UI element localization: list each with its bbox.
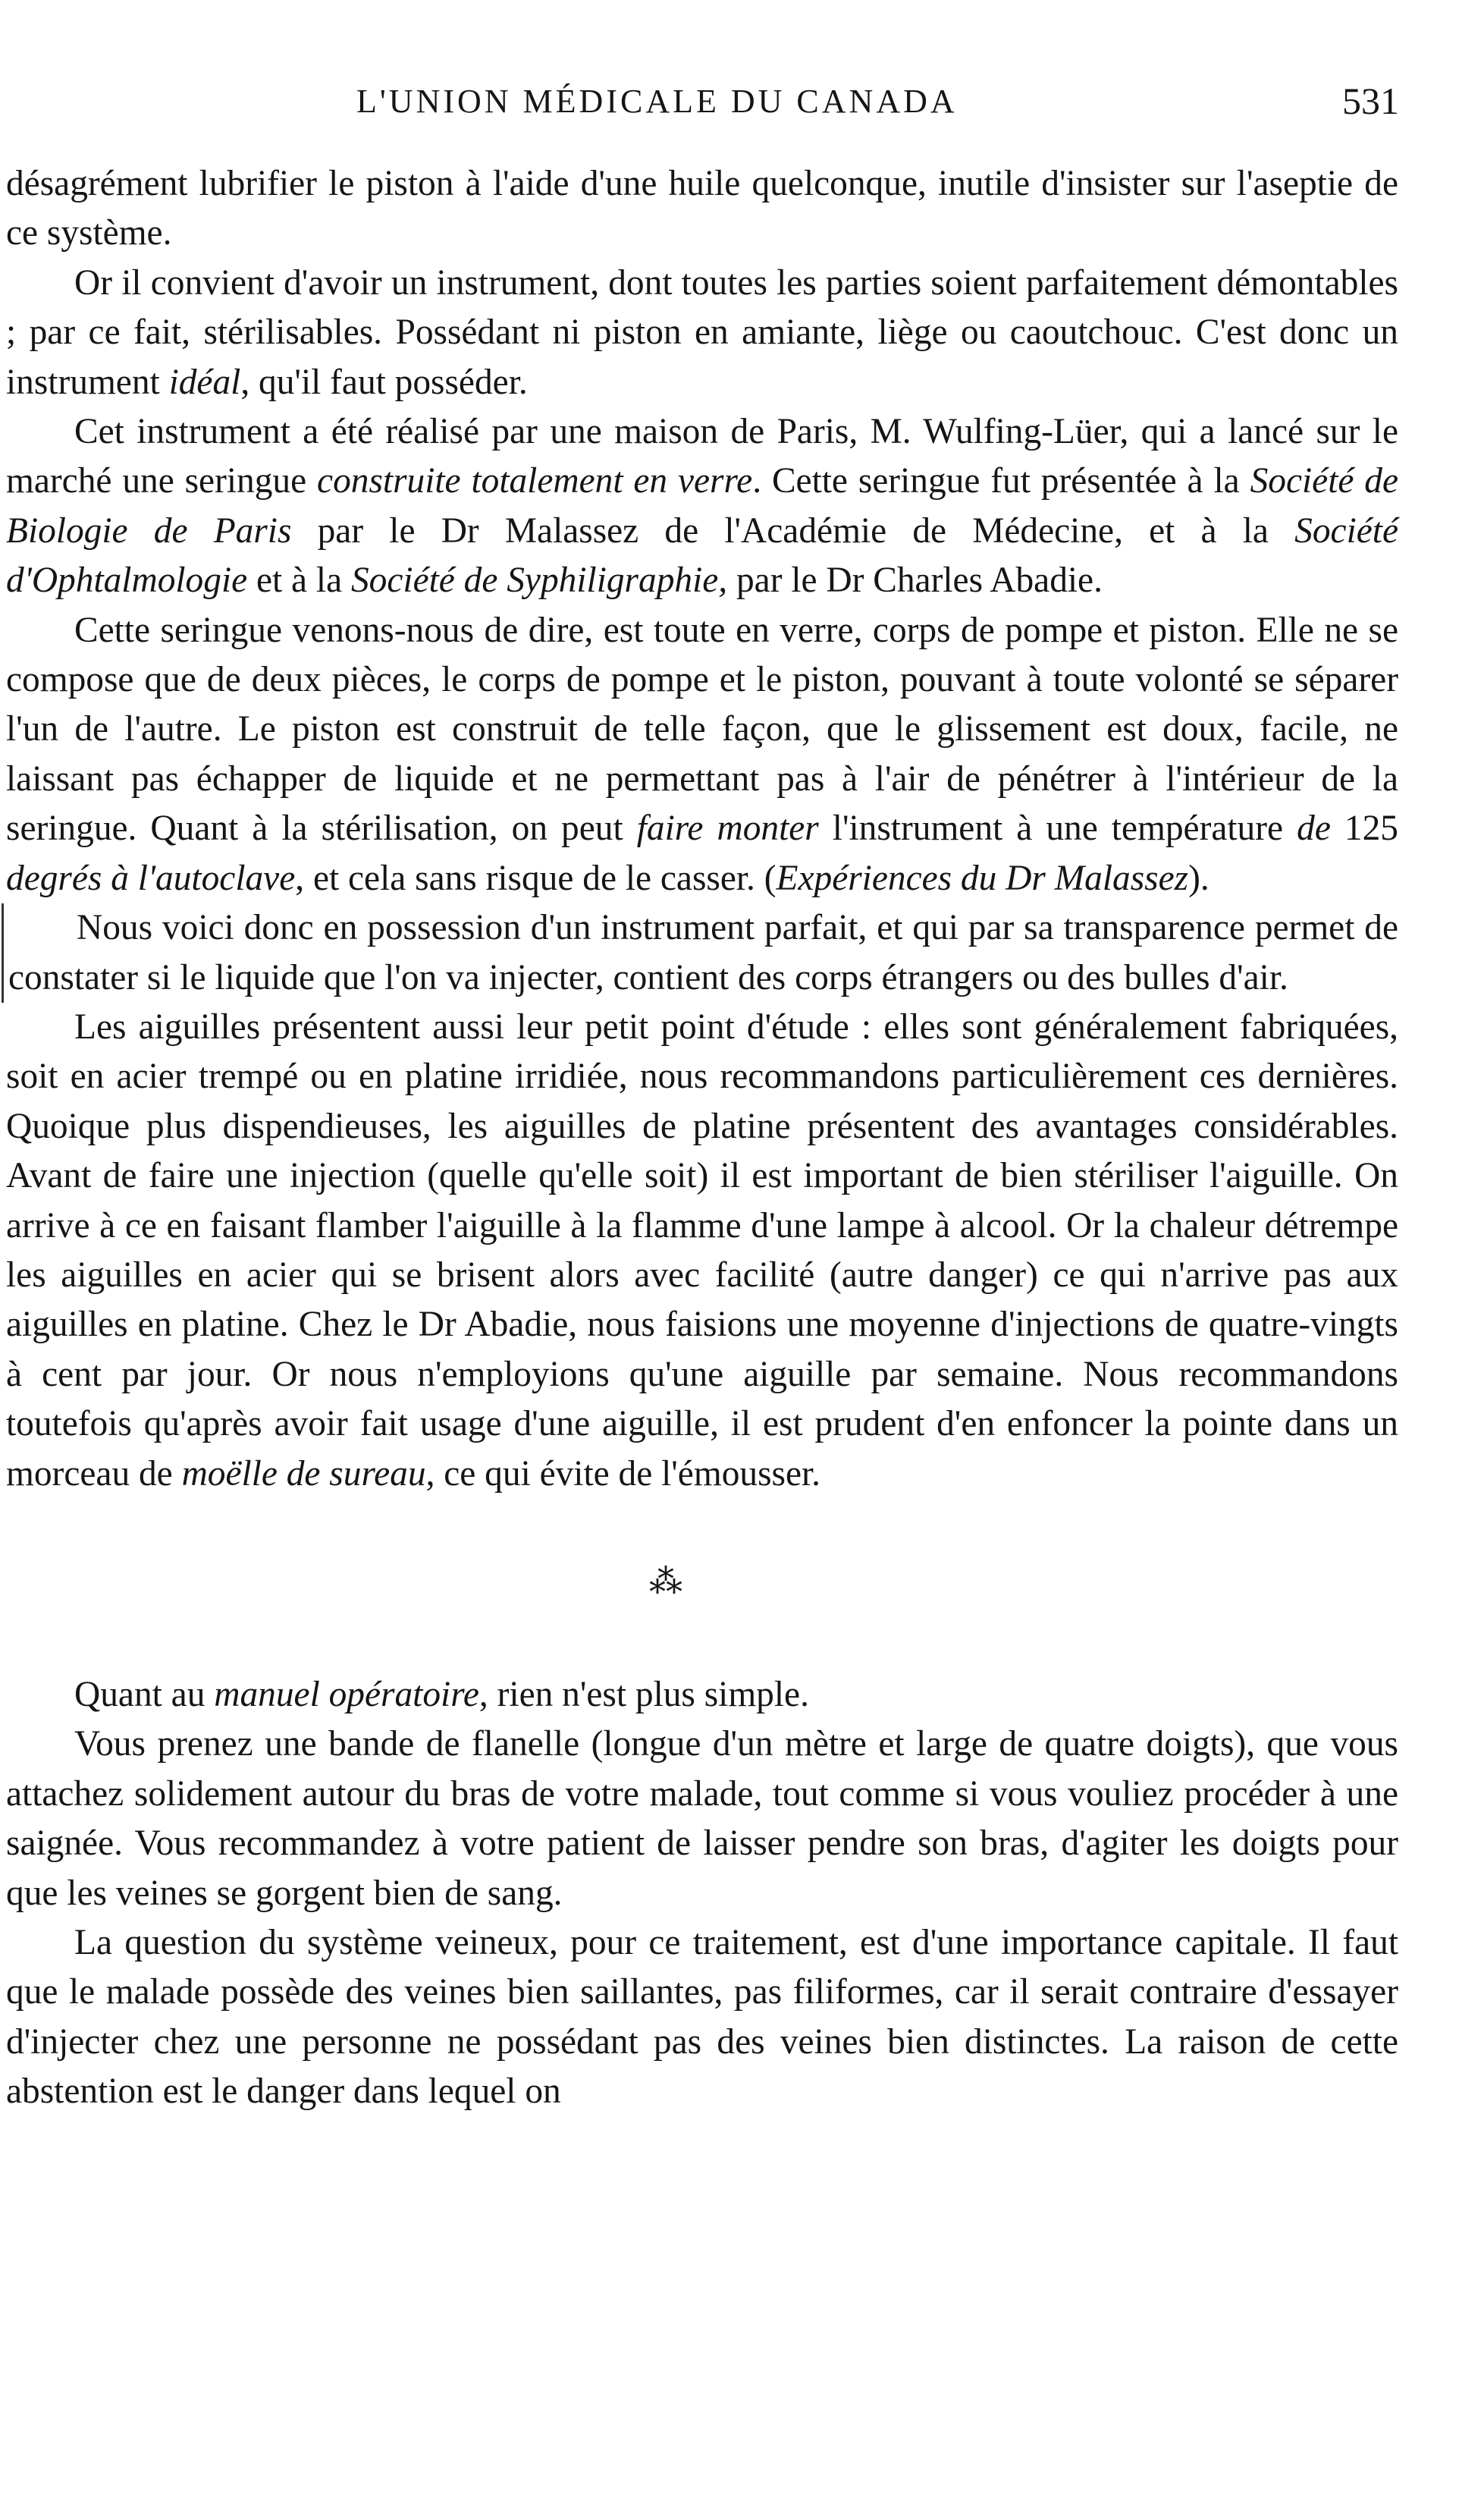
text-run: l'instrument à une température <box>818 809 1297 849</box>
text-run: Quant au <box>74 1674 215 1714</box>
text-run: Or il convient d'avoir un instrument, dont toutes les parties soient parfaitement démontables ; par ce fait, stérilisables. Possédant ni piston en amiante, liège ou caoutchouc. C'est donc un instrument <box>6 262 1398 402</box>
italic-text: construite totalement en verre <box>317 461 753 501</box>
section-break-asterism <box>6 1499 1398 1670</box>
text-run: par le Dr Malassez de l'Académie de Médecine, et à la <box>291 510 1295 551</box>
italic-text: manuel opératoire <box>214 1674 479 1714</box>
italic-text: Société d'Ophtalmologie <box>6 510 1398 601</box>
italic-text: Société de Syphiligraphie, <box>350 561 728 601</box>
text-run: . Cette seringue fut présentée à la <box>752 461 1250 501</box>
paragraph <box>6 159 1398 259</box>
paragraph <box>6 1720 1398 1918</box>
text-run: , rien n'est plus simple. <box>478 1674 809 1714</box>
text-run: 125 <box>1330 809 1398 849</box>
text-run: ). <box>1188 858 1209 898</box>
italic-text: degrés à l'autoclave <box>6 858 296 898</box>
paragraph <box>6 1918 1398 2117</box>
text-run: , ce qui évite de l'émousser. <box>425 1453 821 1494</box>
text-run: Vous prenez une bande de flanelle (longue d'un mètre et large de quatre doigts), que vous attachez solidement autour du bras de votre malade, tout comme si vous vouliez procéder à une saignée. Vous recommandez à votre patient de laisser pendre son bras, d'agiter les doigts pour que les veines se gorgent bien de sang. <box>6 1724 1398 1913</box>
italic-text: idéal <box>168 362 241 402</box>
article-body <box>6 159 1398 2117</box>
paragraph <box>6 407 1398 606</box>
italic-text: de <box>1297 809 1331 849</box>
paragraph <box>6 259 1398 407</box>
italic-text: Société de Biologie de Paris <box>6 461 1398 551</box>
italic-text: moëlle de sureau <box>181 1453 426 1494</box>
text-run: , et cela sans risque de le casser. ( <box>295 858 777 898</box>
text-run: , qu'il faut posséder. <box>240 362 528 402</box>
paragraph <box>2 903 1398 1003</box>
text-run: désagrément lubrifier le piston à l'aide d'une huile quelconque, inutile d'insister sur l'aseptie de ce système. <box>6 164 1398 253</box>
italic-text: faire monter <box>636 809 819 849</box>
text-run: Les aiguilles présentent aussi leur petit point d'étude : elles sont généralement fabriquées, soit en acier trempé ou en platine irridiée, nous recommandons particulièrement ces dernières. Quoique plus dispendieuses, les aiguilles de platine présentent des avantages considérables. Avant de faire une injection (quelle qu'elle soit) il est important de bien stériliser l'aiguille. On arrive à ce en faisant flamber l'aiguille à la flamme d'une lampe à alcool. Or la chaleur détrempe les aiguilles en acier qui se brisent alors avec facilité (autre danger) ce qui n'arrive pas aux aiguilles en platine. Chez le Dr Abadie, nous faisions une moyenne d'injections de quatre-vingts à cent par jour. Or nous n'employions qu'une aiguille par semaine. Nous recommandons toutefois qu'après avoir fait usage d'une aiguille, il est prudent d'en enfoncer la pointe dans un morceau de <box>6 1007 1398 1494</box>
asterism-glyph: ⁂ <box>649 1563 682 1600</box>
paragraph <box>6 1670 1398 1720</box>
journal-title: L'UNION MÉDICALE DU CANADA <box>356 83 958 120</box>
text-run: La question du système veineux, pour ce traitement, est d'une importance capitale. Il faut que le malade possède des veines bien saillantes, pas filiformes, car il serait contraire d'essayer d'injecter chez une personne ne possédant pas des veines bien distinctes. La raison de cette abstention est le danger dans lequel on <box>6 1923 1398 2112</box>
italic-text: Expériences du Dr Malassez <box>776 858 1189 898</box>
text-run: par le Dr Charles Abadie. <box>727 561 1103 601</box>
text-run: Cet instrument a été réalisé par une maison de Paris, M. Wulfing-Lüer, qui a lancé sur le marché une seringue <box>6 412 1398 501</box>
text-run: Cette seringue venons-nous de dire, est toute en verre, corps de pompe et piston. Elle ne se compose que de deux pièces, le corps de pompe et le piston, pouvant à toute volonté se séparer l'un de l'autre. Le piston est construit de telle façon, que le glissement est doux, facile, ne laissant pas échapper de liquide et ne permettant pas à l'air de pénétrer à l'intérieur de la seringue. Quant à la stérilisation, on peut <box>6 610 1398 849</box>
text-run: Nous voici donc en possession d'un instrument parfait, et qui par sa transparence permet de constater si le liquide que l'on va injecter, contient des corps étrangers ou des bulles d'air. <box>8 908 1398 997</box>
running-header <box>0 82 1484 135</box>
page-number: 531 <box>1342 80 1399 122</box>
text-run: et à la <box>247 561 351 601</box>
paragraph <box>6 606 1398 903</box>
paragraph <box>6 1003 1398 1499</box>
